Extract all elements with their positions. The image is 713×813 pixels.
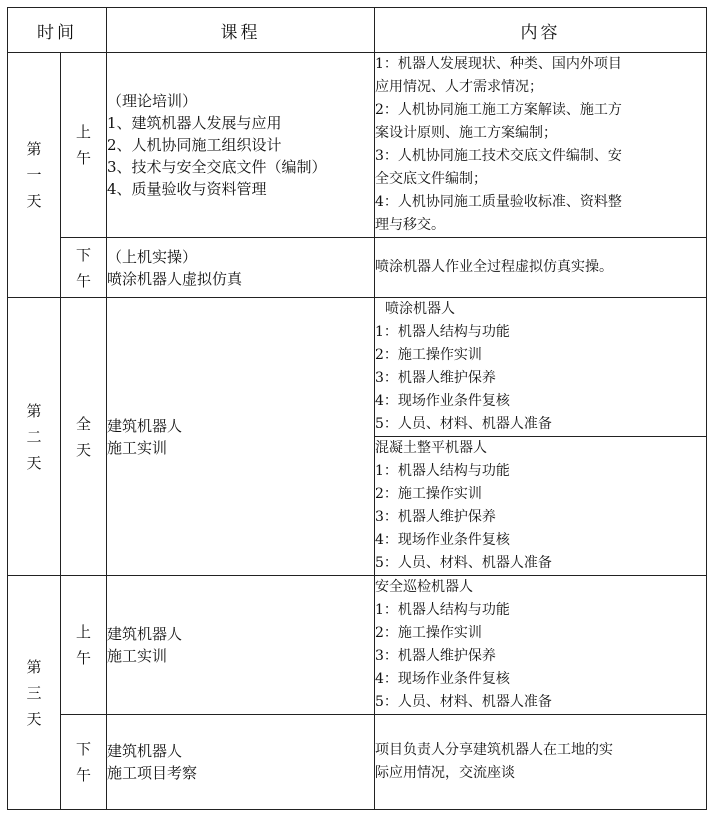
header-time: 时间 xyxy=(8,8,107,53)
content-cell: 喷涂机器人作业全过程虚拟仿真实操。 xyxy=(375,238,707,298)
header-course: 课程 xyxy=(107,8,375,53)
table-row xyxy=(8,715,707,810)
table-row xyxy=(8,576,707,715)
course-cell: 建筑机器人 施工实训 xyxy=(107,576,375,715)
period-label: 全 天 xyxy=(61,298,107,576)
header-content: 内容 xyxy=(375,8,707,53)
period-label: 下 午 xyxy=(61,715,107,810)
content-cell: 喷涂机器人 1：机器人结构与功能 2：施工操作实训 3：机器人维护保养 4：现场作业条件复核 5：人员、材料、机器人准备 xyxy=(375,298,707,437)
course-cell: 建筑机器人 施工实训 xyxy=(107,298,375,576)
course-cell: （理论培训） 1、建筑机器人发展与应用 2、人机协同施工组织设计 3、技术与安全交底文件（编制） 4、质量验收与资料管理 xyxy=(107,53,375,238)
header-row xyxy=(8,8,707,53)
day-label: 第 三 天 xyxy=(8,576,61,810)
content-cell: 项目负责人分享建筑机器人在工地的实 际应用情况，交流座谈 xyxy=(375,715,707,810)
table-row xyxy=(8,298,707,437)
schedule-table xyxy=(7,7,707,810)
period-label: 上 午 xyxy=(61,53,107,238)
course-cell: 建筑机器人 施工项目考察 xyxy=(107,715,375,810)
period-label: 下 午 xyxy=(61,238,107,298)
content-cell: 安全巡检机器人 1：机器人结构与功能 2：施工操作实训 3：机器人维护保养 4：现场作业条件复核 5：人员、材料、机器人准备 xyxy=(375,576,707,715)
content-cell: 混凝土整平机器人 1：机器人结构与功能 2：施工操作实训 3：机器人维护保养 4：现场作业条件复核 5：人员、材料、机器人准备 xyxy=(375,437,707,576)
table-row xyxy=(8,238,707,298)
day-label: 第 一 天 xyxy=(8,53,61,298)
day-label: 第 二 天 xyxy=(8,298,61,576)
period-label: 上 午 xyxy=(61,576,107,715)
table-row xyxy=(8,53,707,238)
content-cell: 1：机器人发展现状、种类、国内外项目 应用情况、人才需求情况； 2：人机协同施工施工方案解读、施工方 案设计原则、施工方案编制； 3：人机协同施工技术交底文件编制、安 全交底文件编制； 4：人机协同施工质量验收标准、资料整 理与移交。 xyxy=(375,53,707,238)
course-cell: （上机实操） 喷涂机器人虚拟仿真 xyxy=(107,238,375,298)
